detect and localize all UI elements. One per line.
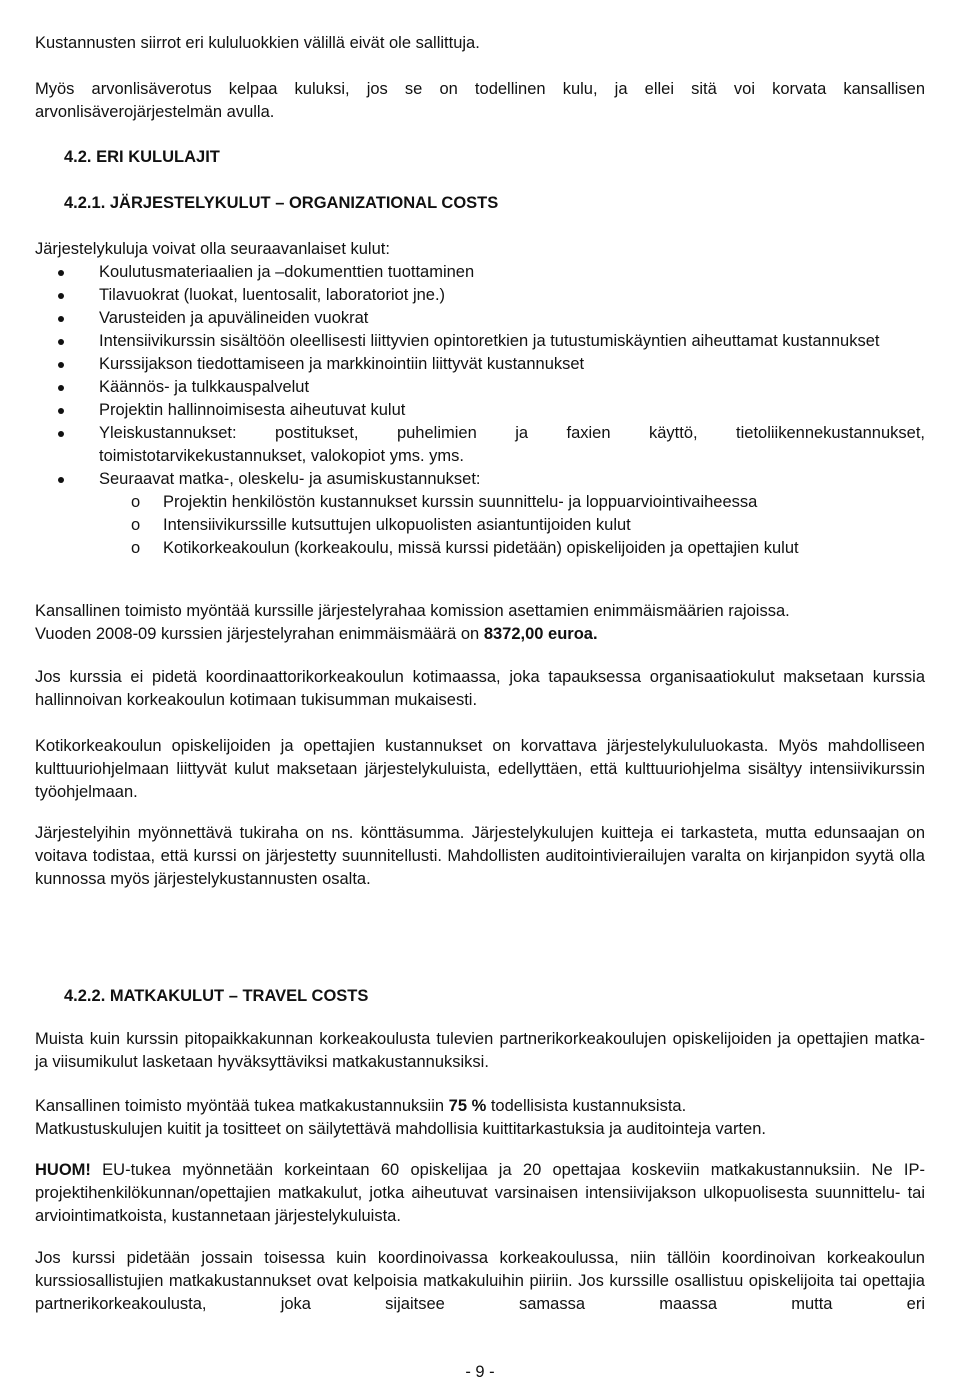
page-number: - 9 - (465, 1363, 495, 1381)
section-heading-travel-costs: 4.2.2. MATKAKULUT – TRAVEL COSTS (64, 987, 369, 1005)
sub-list-item: o Kotikorkeakoulun (korkeakoulu, missä kurssi pidetään) opiskelijoiden ja opettajien kulut (99, 537, 925, 560)
paragraph-vat: Myös arvonlisäverotus kelpaa kuluksi, jos se on todellinen kulu, ja ellei sitä voi korvata kansallisen arvonlisäverojärjestelmän avulla. (35, 80, 925, 121)
section-heading-cost-types: 4.2. ERI KULULAJIT (64, 148, 220, 166)
paragraph-note: HUOM! EU-tukea myönnetään korkeintaan 60 opiskelijaa ja 20 opettajaa koskeviin matkakustannuksiin. Ne IP-projektihenkilökunnan/opettajien matkakulut, jotka aiheutuvat varsinaisen intensiivijakson ulkopuolisesta suunnittelu- tai arviointimatkoista, kustannetaan järjestelykuluista. (35, 1161, 925, 1225)
paragraph-home-institution: Kotikorkeakoulun opiskelijoiden ja opettajien kustannukset on korvattava järjestelykululuokasta. Myös mahdolliseen kulttuuriohjelmaan liittyvät kulut maksetaan järjestelykuluista, edellyttäen, että kulttuuriohjelma sisältyy intensiivikurssin työohjelmaan. (35, 737, 925, 801)
list-item: Tilavuokrat (luokat, luentosalit, laboratoriot jne.) (35, 284, 925, 307)
grant-amount: 8372,00 euroa. (483, 625, 598, 643)
list-item: Projektin hallinnoimisesta aiheutuvat kulut (35, 399, 925, 422)
list-item: Varusteiden ja apuvälineiden vuokrat (35, 307, 925, 330)
bullet-icon (58, 385, 64, 391)
bullet-icon (58, 408, 64, 414)
list-item: Yleiskustannukset: postitukset, puhelimien ja faxien käyttö, tietoliikennekustannukset, toimistotarvikekustannukset, valokopiot yms. yms. (35, 422, 925, 468)
travel-grant-percent: 75 % (448, 1097, 487, 1115)
paragraph-cost-transfers: Kustannusten siirrot eri kululuokkien välillä eivät ole sallittuja. (35, 34, 480, 52)
bullet-icon (58, 431, 64, 437)
travel-sub-list (99, 491, 925, 560)
sub-bullet-marker: o (131, 493, 141, 511)
grant-line: Kansallinen toimisto myöntää kurssille järjestelyrahaa komission asettamien enimmäismäärien rajoissa. (35, 602, 790, 620)
paragraph-non-coordinating: Jos kurssi pidetään jossain toisessa kuin koordinoivassa korkeakoulussa, niin tällöin koordinoivan korkeakoulun kurssiosallistujien matkakustannukset ovat kelpoisia matkakuluihin piiriin. Jos kurssille osallistuu opiskelijoita tai opettajia partnerikorkeakoulusta, joka sijaitsee samassa maassa mutta eri (35, 1249, 925, 1313)
paragraph-organization-grant (35, 600, 925, 646)
bullet-icon (58, 339, 64, 345)
bullet-icon (58, 316, 64, 322)
grant-maximum-line: Vuoden 2008-09 kurssien järjestelyrahan enimmäismäärä on 8372,00 euroa. (35, 625, 598, 643)
note-label: HUOM! (35, 1161, 91, 1179)
list-intro: Järjestelykuluja voivat olla seuraavanlaiset kulut: (35, 240, 390, 258)
paragraph-travel-grant (35, 1095, 925, 1141)
bullet-icon (58, 362, 64, 368)
section-heading-organizational-costs: 4.2.1. JÄRJESTELYKULUT – ORGANIZATIONAL COSTS (64, 194, 499, 212)
travel-grant-line: Kansallinen toimisto myöntää tukea matkakustannuksiin 75 % todellisista kustannuksista. (35, 1097, 687, 1115)
list-item: Käännös- ja tulkkauspalvelut (35, 376, 925, 399)
sub-bullet-marker: o (131, 539, 141, 557)
paragraph-lump-sum: Järjestelyihin myönnettävä tukiraha on ns. könttäsumma. Järjestelykulujen kuitteja ei tarkasteta, mutta edunsaajan on voitava todistaa, että kurssi on järjestetty suunnitellusti. Mahdollisten auditointivierailujen varalta on kirjanpidon syytä olla kunnossa myös järjestelykustannusten osalta. (35, 824, 925, 888)
list-item: Seuraavat matka-, oleskelu- ja asumiskustannukset: o Projektin henkilöstön kustannukset kurssin suunnittelu- ja loppuarviointivaiheessa o Intensiivikurssille kutsuttujen ulkopuolisten asiantuntijoiden kulut o Kotikorkeakoulun (korkeakoulu, missä kurssi pidetään) opiskelijoiden ja opettajien kulut (35, 468, 925, 560)
list-item: Kurssijakson tiedottamiseen ja markkinointiin liittyvät kustannukset (35, 353, 925, 376)
sub-bullet-marker: o (131, 516, 141, 534)
list-item: Koulutusmateriaalien ja –dokumenttien tuottaminen (35, 261, 925, 284)
cost-bullet-list (35, 261, 925, 560)
list-item: Intensiivikurssin sisältöön oleellisesti liittyvien opintoretkien ja tutustumiskäyntien aiheuttamat kustannukset (35, 330, 925, 353)
bullet-icon (58, 270, 64, 276)
paragraph-travel-eligible: Muista kuin kurssin pitopaikkakunnan korkeakoulusta tulevien partnerikorkeakoulujen opiskelijoiden ja opettajien matka- ja viisumikulut lasketaan hyväksyttäviksi matkakustannuksiksi. (35, 1030, 925, 1071)
bullet-icon (58, 477, 64, 483)
sub-list-item: o Intensiivikurssille kutsuttujen ulkopuolisten asiantuntijoiden kulut (99, 514, 925, 537)
sub-list-item: o Projektin henkilöstön kustannukset kurssin suunnittelu- ja loppuarviointivaiheessa (99, 491, 925, 514)
bullet-icon (58, 293, 64, 299)
travel-receipts-line: Matkustuskulujen kuitit ja tositteet on säilytettävä mahdollisia kuittitarkastuksia ja auditointeja varten. (35, 1120, 766, 1138)
paragraph-coordinator: Jos kurssia ei pidetä koordinaattorikorkeakoulun kotimaassa, joka tapauksessa organisaatiokulut maksetaan kurssia hallinnoivan korkeakoulun kotimaan tukisumman mukaisesti. (35, 668, 925, 709)
